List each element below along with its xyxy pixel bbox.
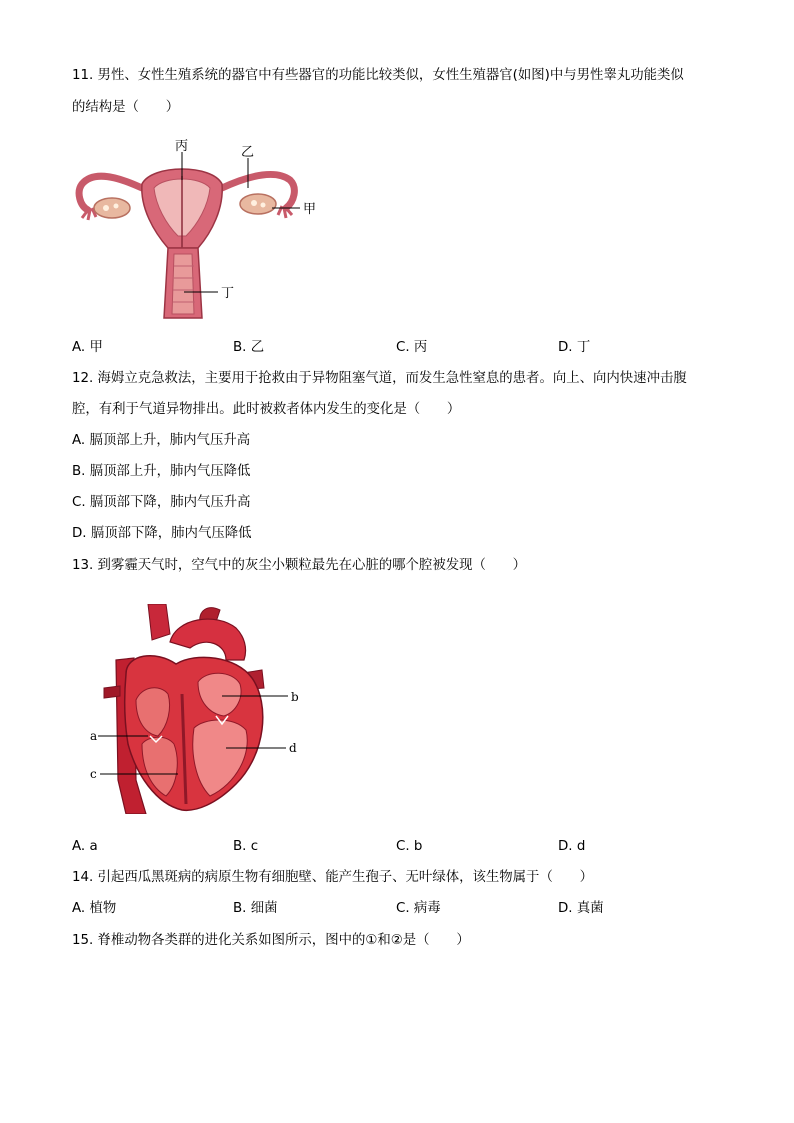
q12-option-c[interactable]: C. 膈顶部下降，肺内气压升高 [72, 495, 251, 510]
q11-option-a[interactable]: A. 甲 [72, 340, 103, 355]
q13-option-c[interactable]: C. b [396, 839, 423, 854]
q14-option-c[interactable]: C. 病毒 [396, 901, 441, 916]
q12-option-a[interactable]: A. 膈顶部上升，肺内气压升高 [72, 433, 251, 448]
label-d: d [289, 741, 297, 755]
q11-option-b[interactable]: B. 乙 [233, 340, 265, 355]
uterus-diagram [72, 136, 332, 328]
left-ovary [94, 198, 130, 218]
q14-option-d[interactable]: D. 真菌 [558, 901, 604, 916]
q13-option-b[interactable]: B. c [233, 839, 259, 854]
label-c: c [90, 767, 97, 781]
q13-option-a[interactable]: A. a [72, 839, 98, 854]
label-bing: 丙 [175, 139, 189, 154]
q11-stem-line1: 11. 男性、女性生殖系统的器官中有些器官的功能比较类似，女性生殖器官(如图)中与男性睾丸功能类似 [72, 68, 684, 83]
chamber-c-right-ventricle [142, 737, 177, 796]
q15-stem: 15. 脊椎动物各类群的进化关系如图所示，图中的①和②是（ ） [72, 933, 470, 948]
q13-option-d[interactable]: D. d [558, 839, 586, 854]
q13-stem: 13. 到雾霾天气时，空气中的灰尘小颗粒最先在心脏的哪个腔被发现（ ） [72, 558, 527, 573]
heart-diagram [86, 604, 310, 814]
q14-option-a[interactable]: A. 植物 [72, 901, 117, 916]
q11-option-d[interactable]: D. 丁 [558, 340, 591, 355]
right-ovary [240, 194, 276, 214]
label-ding: 丁 [221, 286, 235, 301]
q14-option-b[interactable]: B. 细菌 [233, 901, 278, 916]
q11-stem-line2: 的结构是（ ） [72, 100, 180, 115]
q12-stem-line1: 12. 海姆立克急救法，主要用于抢救由于异物阻塞气道，而发生急性窒息的患者。向上、向内快速冲击腹 [72, 371, 687, 386]
q11-option-c[interactable]: C. 丙 [396, 340, 428, 355]
label-yi: 乙 [241, 145, 255, 160]
label-a: a [90, 729, 98, 743]
q12-option-b[interactable]: B. 膈顶部上升，肺内气压降低 [72, 464, 251, 479]
q12-option-d[interactable]: D. 膈顶部下降，肺内气压降低 [72, 526, 252, 541]
label-b: b [291, 690, 299, 704]
q14-stem: 14. 引起西瓜黑斑病的病原生物有细胞壁、能产生孢子、无叶绿体，该生物属于（ ） [72, 870, 594, 885]
label-jia: 甲 [303, 202, 317, 217]
q12-stem-line2: 腔，有利于气道异物排出。此时被救者体内发生的变化是（ ） [72, 402, 461, 417]
